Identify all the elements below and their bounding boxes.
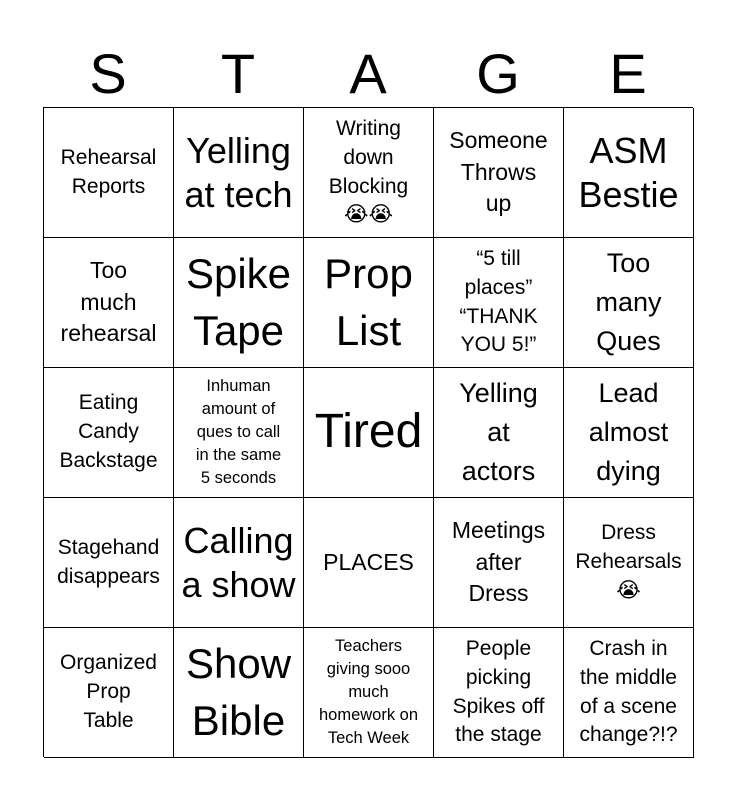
bingo-cell[interactable]: Rehearsal Reports [44, 108, 174, 238]
bingo-cell[interactable]: Too much rehearsal [44, 238, 174, 368]
bingo-cell[interactable]: Inhuman amount of ques to call in the same 5 seconds [174, 368, 304, 498]
bingo-cell[interactable]: Someone Throws up [434, 108, 564, 238]
bingo-cell[interactable]: Show Bible [174, 628, 304, 758]
bingo-cell[interactable]: Writing down Blocking 😭😭 [304, 108, 434, 238]
bingo-cell[interactable]: Tired [304, 368, 434, 498]
bingo-cell[interactable]: Yelling at actors [434, 368, 564, 498]
bingo-cell[interactable]: Organized Prop Table [44, 628, 174, 758]
header-letter-t: T [220, 42, 256, 105]
bingo-board [43, 107, 693, 757]
bingo-cell[interactable]: Crash in the middle of a scene change?!? [564, 628, 694, 758]
bingo-cell[interactable]: Yelling at tech [174, 108, 304, 238]
bingo-cell[interactable]: ASM Bestie [564, 108, 694, 238]
bingo-cell[interactable]: Prop List [304, 238, 434, 368]
bingo-cell[interactable]: Meetings after Dress [434, 498, 564, 628]
bingo-cell[interactable]: “5 till places” “THANK YOU 5!” [434, 238, 564, 368]
bingo-cell[interactable]: Eating Candy Backstage [44, 368, 174, 498]
bingo-cell[interactable]: Teachers giving sooo much homework on Tech Week [304, 628, 434, 758]
header-letter-e: E [609, 42, 647, 105]
bingo-cell[interactable]: Dress Rehearsals 😭 [564, 498, 694, 628]
bingo-cell[interactable]: Too many Ques [564, 238, 694, 368]
bingo-cell[interactable]: Calling a show [174, 498, 304, 628]
header-letter-a: A [349, 42, 387, 105]
bingo-cell[interactable]: PLACES [304, 498, 434, 628]
bingo-cell[interactable]: Lead almost dying [564, 368, 694, 498]
bingo-header [43, 40, 693, 108]
bingo-cell[interactable]: Stagehand disappears [44, 498, 174, 628]
bingo-cell[interactable]: People picking Spikes off the stage [434, 628, 564, 758]
bingo-cell[interactable]: Spike Tape [174, 238, 304, 368]
header-letter-s: S [89, 42, 127, 105]
header-letter-g: G [476, 42, 520, 105]
